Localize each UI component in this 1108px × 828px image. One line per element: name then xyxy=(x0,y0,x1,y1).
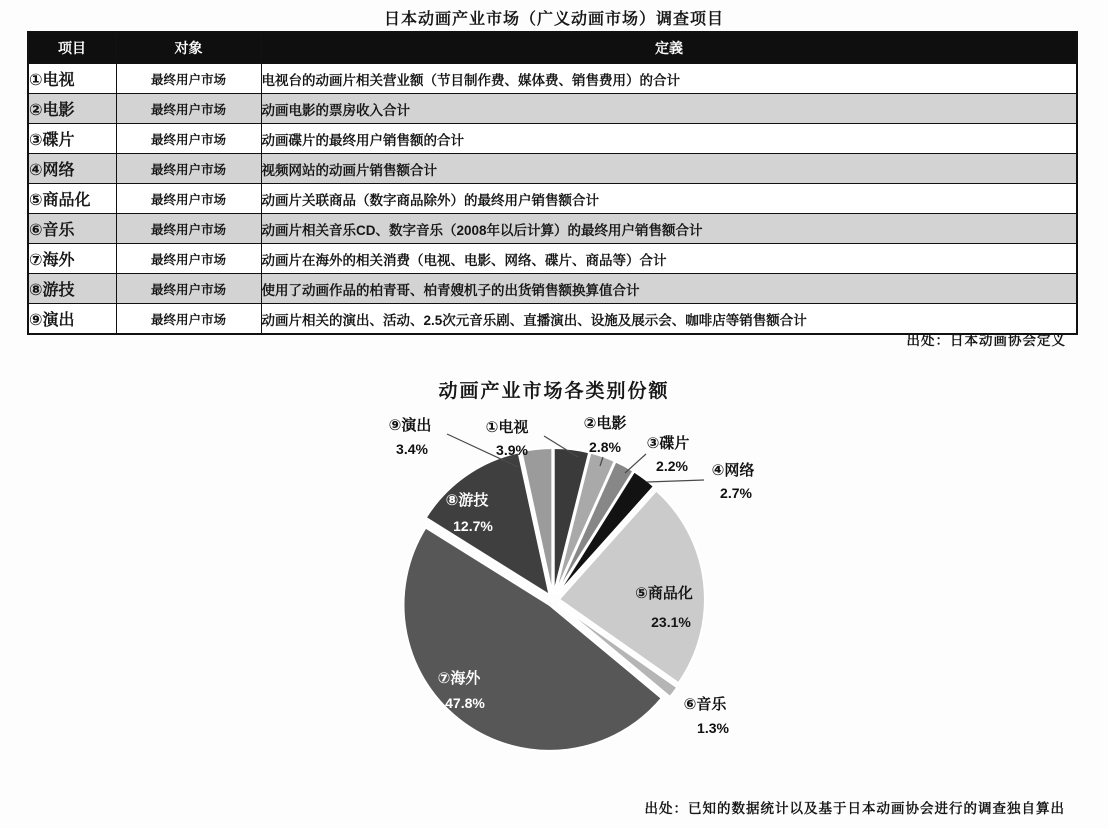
cell-item: ⑨演出 xyxy=(28,304,116,335)
pie-label-value: 2.8% xyxy=(589,439,621,455)
table-row xyxy=(28,214,1077,244)
cell-definition: 动画片关联商品（数字商品除外）的最终用户销售额合计 xyxy=(261,184,1077,214)
cell-definition: 视频网站的动画片销售额合计 xyxy=(261,154,1077,184)
table-row xyxy=(28,244,1077,274)
cell-item: ③碟片 xyxy=(28,124,116,154)
cell-item: ⑥音乐 xyxy=(28,214,116,244)
pie-label-name: ④网络 xyxy=(711,462,755,479)
pie-label-value: 2.7% xyxy=(720,485,752,501)
column-header-item: 项目 xyxy=(28,32,116,63)
pie-label-value: 3.9% xyxy=(496,442,528,458)
pie-label-value: 3.4% xyxy=(396,441,428,457)
cell-item: ⑤商品化 xyxy=(28,184,116,214)
table-row xyxy=(28,274,1077,304)
pie-label-value: 2.2% xyxy=(656,458,688,474)
pie-chart-title: 动画产业市场各类别份额 xyxy=(438,381,670,402)
cell-item: ⑧游技 xyxy=(28,274,116,304)
chart-source-note: 出处：已知的数据统计以及基于日本动画协会进行的调查独自算出 xyxy=(644,801,1065,816)
pie-label-value: 23.1% xyxy=(651,614,691,630)
pie-label-name: ③碟片 xyxy=(646,435,690,452)
cell-target: 最终用户市场 xyxy=(116,274,261,304)
pie-label-name: ⑥音乐 xyxy=(683,696,727,713)
cell-definition: 电视台的动画片相关营业额（节目制作费、媒体费、销售费用）的合计 xyxy=(261,63,1077,94)
cell-target: 最终用户市场 xyxy=(116,184,261,214)
table-row xyxy=(28,124,1077,154)
cell-target: 最终用户市场 xyxy=(116,154,261,184)
pie-label-value: 47.8% xyxy=(445,695,485,711)
pie-label-name: ⑨演出 xyxy=(388,417,432,434)
cell-definition: 使用了动画作品的柏青哥、柏青嫂机子的出货销售额换算值合计 xyxy=(261,274,1077,304)
cell-target: 最终用户市场 xyxy=(116,63,261,94)
cell-target: 最终用户市场 xyxy=(116,304,261,335)
pie-label-name: ②电影 xyxy=(583,415,627,432)
pie-label-name: ⑧游技 xyxy=(445,492,489,509)
survey-items-table xyxy=(27,31,1078,335)
pie-label-name: ⑤商品化 xyxy=(635,585,693,602)
pie-chart xyxy=(0,370,1108,828)
pie-label-name: ①电视 xyxy=(485,419,529,436)
column-header-definition: 定義 xyxy=(261,32,1077,63)
cell-item: ④网络 xyxy=(28,154,116,184)
cell-target: 最终用户市场 xyxy=(116,244,261,274)
pie-label-value: 12.7% xyxy=(453,518,493,534)
cell-item: ⑦海外 xyxy=(28,244,116,274)
cell-item: ②电影 xyxy=(28,94,116,124)
column-header-target: 对象 xyxy=(116,32,261,63)
cell-target: 最终用户市场 xyxy=(116,214,261,244)
table-row xyxy=(28,63,1077,94)
pie-leader-line xyxy=(625,454,646,473)
cell-definition: 动画片相关的演出、活动、2.5次元音乐剧、直播演出、设施及展示会、咖啡店等销售额合计 xyxy=(261,304,1077,335)
cell-definition: 动画片相关音乐CD、数字音乐（2008年以后计算）的最终用户销售额合计 xyxy=(261,214,1077,244)
table-row xyxy=(28,184,1077,214)
cell-definition: 动画电影的票房收入合计 xyxy=(261,94,1077,124)
table-row xyxy=(28,154,1077,184)
cell-definition: 动画片在海外的相关消费（电视、电影、网络、碟片、商品等）合计 xyxy=(261,244,1077,274)
pie-leader-line xyxy=(647,480,704,482)
document-title: 日本动画产业市场（广义动画市场）调查项目 xyxy=(383,11,724,28)
pie-label-name: ⑦海外 xyxy=(437,670,481,687)
cell-target: 最终用户市场 xyxy=(116,124,261,154)
table-source-note: 出处：日本动画协会定义 xyxy=(906,333,1066,348)
cell-target: 最终用户市场 xyxy=(116,94,261,124)
cell-item: ①电视 xyxy=(28,63,116,94)
table-header-row xyxy=(28,32,1077,63)
table-row xyxy=(28,94,1077,124)
pie-label-value: 1.3% xyxy=(697,720,729,736)
cell-definition: 动画碟片的最终用户销售额的合计 xyxy=(261,124,1077,154)
